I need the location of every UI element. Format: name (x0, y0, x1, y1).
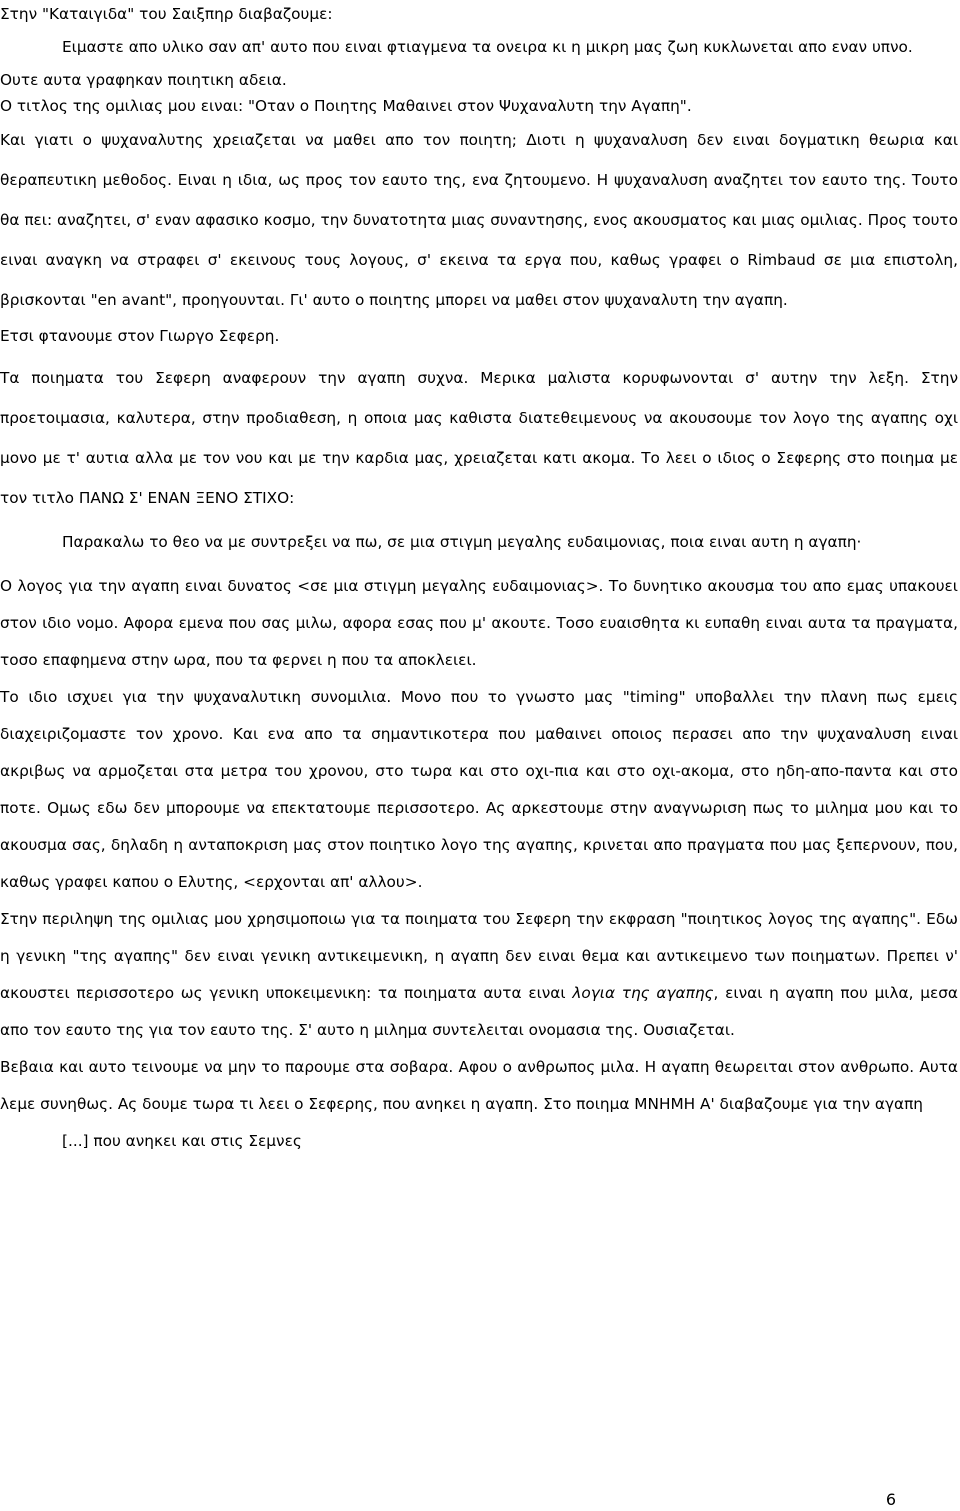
paragraph-text: , ειναι η αγαπη που μιλα, μεσα απο τον εαυτο της για τον εαυτο της. Σ' αυτο η μιλημα συντελειται ονομασια της. Ουσιαζεται. (0, 984, 958, 1039)
paragraph: Ο λογος για την αγαπη ειναι δυνατος <σε μια στιγμη μεγαλης ευδαιμονιας>. Το δυνητικο ακουσμα του απο εμας υπακουει στον ιδιο νομο. Αφορα εμενα που σας μιλω, αφορα εσας που μ' ακουτε. Τοσο ευαισθητα κι ευπαθη ειναι αυτα τα πραγματα, τοσο επαφημενα στην ωρα, που τα φερνει η που τα αποκλειει. (0, 577, 958, 669)
block-quote: [...] που ανηκει και στις Σεμνες (62, 1132, 302, 1150)
paragraph: Ετσι φτανουμε στον Γιωργο Σεφερη. (0, 327, 280, 345)
block-quote: Παρακαλω το θεο να με συντρεξει να πω, σε μια στιγμη μεγαλης ευδαιμονιας, ποια ειναι αυτη η αγαπη· (62, 533, 862, 551)
paragraph: Τα ποιηματα του Σεφερη αναφερουν την αγαπη συχνα. Μερικα μαλιστα κορυφωνονται σ' αυτην την λεξη. Στην προετοιμασια, καλυτερα, στην προδιαθεση, η οποια μας καθιστα διατεθειμενους να ακουσουμε τον λογο της αγαπης οχι μονο με τ' αυτια αλλα με τον νου και με την καρδια μας, χρειαζεται κατι ακομα. Το λεει ο ιδιος ο Σεφερης στο ποιημα με τον τιτλο ΠΑΝΩ Σ' ΕΝΑΝ ΞΕΝΟ ΣΤΙΧΟ: (0, 369, 958, 507)
paragraph (0, 901, 958, 1049)
page-number: 6 (885, 1490, 896, 1509)
paragraph: Ουτε αυτα γραφηκαν ποιητικη αδεια. (0, 71, 287, 89)
block-quote: Ειμαστε απο υλικο σαν απ' αυτο που ειναι φτιαγμενα τα ονειρα κι η μικρη μας ζωη κυκλωνεται απο εναν υπνο. (62, 38, 913, 56)
paragraph: Και γιατι ο ψυχαναλυτης χρειαζεται να μαθει απο τον ποιητη; Διοτι η ψυχαναλυση δεν ειναι δογματικη θεωρια και θεραπευτικη μεθοδος. Ειναι η ιδια, ως προς τον εαυτο της, ενα ζητουμενο. Η ψυχαναλυση αναζητει τον εαυτο της. Τουτο θα πει: αναζητει, σ' εναν αφασικο κοσμο, την δυνατοτητα μιας συναντησης, ενος ακουσματος και μιας ομιλιας. Προς τουτο ειναι αναγκη να στραφει σ' εκεινους τους λογους, σ' εκεινα τα εργα που, καθως γραφει ο Rimbaud σε μια επιστολη, βρισκονται "en avant", προηγουνται. Γι' αυτο ο ποιητης μπορει να μαθει στον ψυχαναλυτη την αγαπη. (0, 131, 958, 309)
paragraph: Βεβαια και αυτο τεινουμε να μην το παρουμε στα σοβαρα. Αφου ο ανθρωπος μιλα. Η αγαπη θεωρειται στον ανθρωπο. Αυτα λεμε συνηθως. Ας δουμε τωρα τι λεει ο Σεφερης, που ανηκει η αγαπη. Στο ποιημα ΜΝΗΜΗ Α' διαβαζουμε για την αγαπη (0, 1058, 958, 1113)
emphasis-text: λογια της αγαπης (572, 984, 714, 1002)
paragraph: Στην "Καταιγιδα" του Σαιξπηρ διαβαζουμε: (0, 5, 333, 23)
paragraph: Ο τιτλος της ομιλιας μου ειναι: "Οταν ο Ποιητης Μαθαινει στον Ψυχαναλυτη την Αγαπη". (0, 97, 692, 115)
paragraph-text: Στην περιληψη της ομιλιας μου χρησιμοποιω για τα ποιηματα του Σεφερη την εκφραση "ποιητικος λογος της αγαπης". Εδω η γενικη "της αγαπης" δεν ειναι γενικη αντικειμενικη, η αγαπη δεν ειναι θεμα και αντικειμενο των ποιηματων. Πρεπει ν' ακουστει περισσοτερο ως γενικη υποκειμενικη: τα ποιηματα αυτα ειναι (0, 910, 958, 1002)
paragraph: Το ιδιο ισχυει για την ψυχαναλυτικη συνομιλια. Μονο που το γνωστο μας "timing" υποβαλλει την πλανη πως εμεις διαχειριζομαστε τον χρονο. Και ενα απο τα σημαντικοτερα που μαθαινει οποιος περασει απο την ψυχαναλυση ειναι ακριβως να αρμοζεται στα μετρα του χρονου, στο τωρα και στο οχι-πια και στο οχι-ακομα, στο ηδη-απο-παντα και στο ποτε. Ομως εδω δεν μπορουμε να επεκτατουμε περισσοτερο. Ας αρκεστουμε στην αναγνωριση πως το μιλημα μου και το ακουσμα σας, δηλαδη η ανταποκριση μας στον ποιητικο λογο της αγαπης, κρινεται απο πραγματα που μας ξεπερνουν, που, καθως γραφει καπου ο Ελυτης, <ερχονται απ' αλλου>. (0, 688, 958, 891)
